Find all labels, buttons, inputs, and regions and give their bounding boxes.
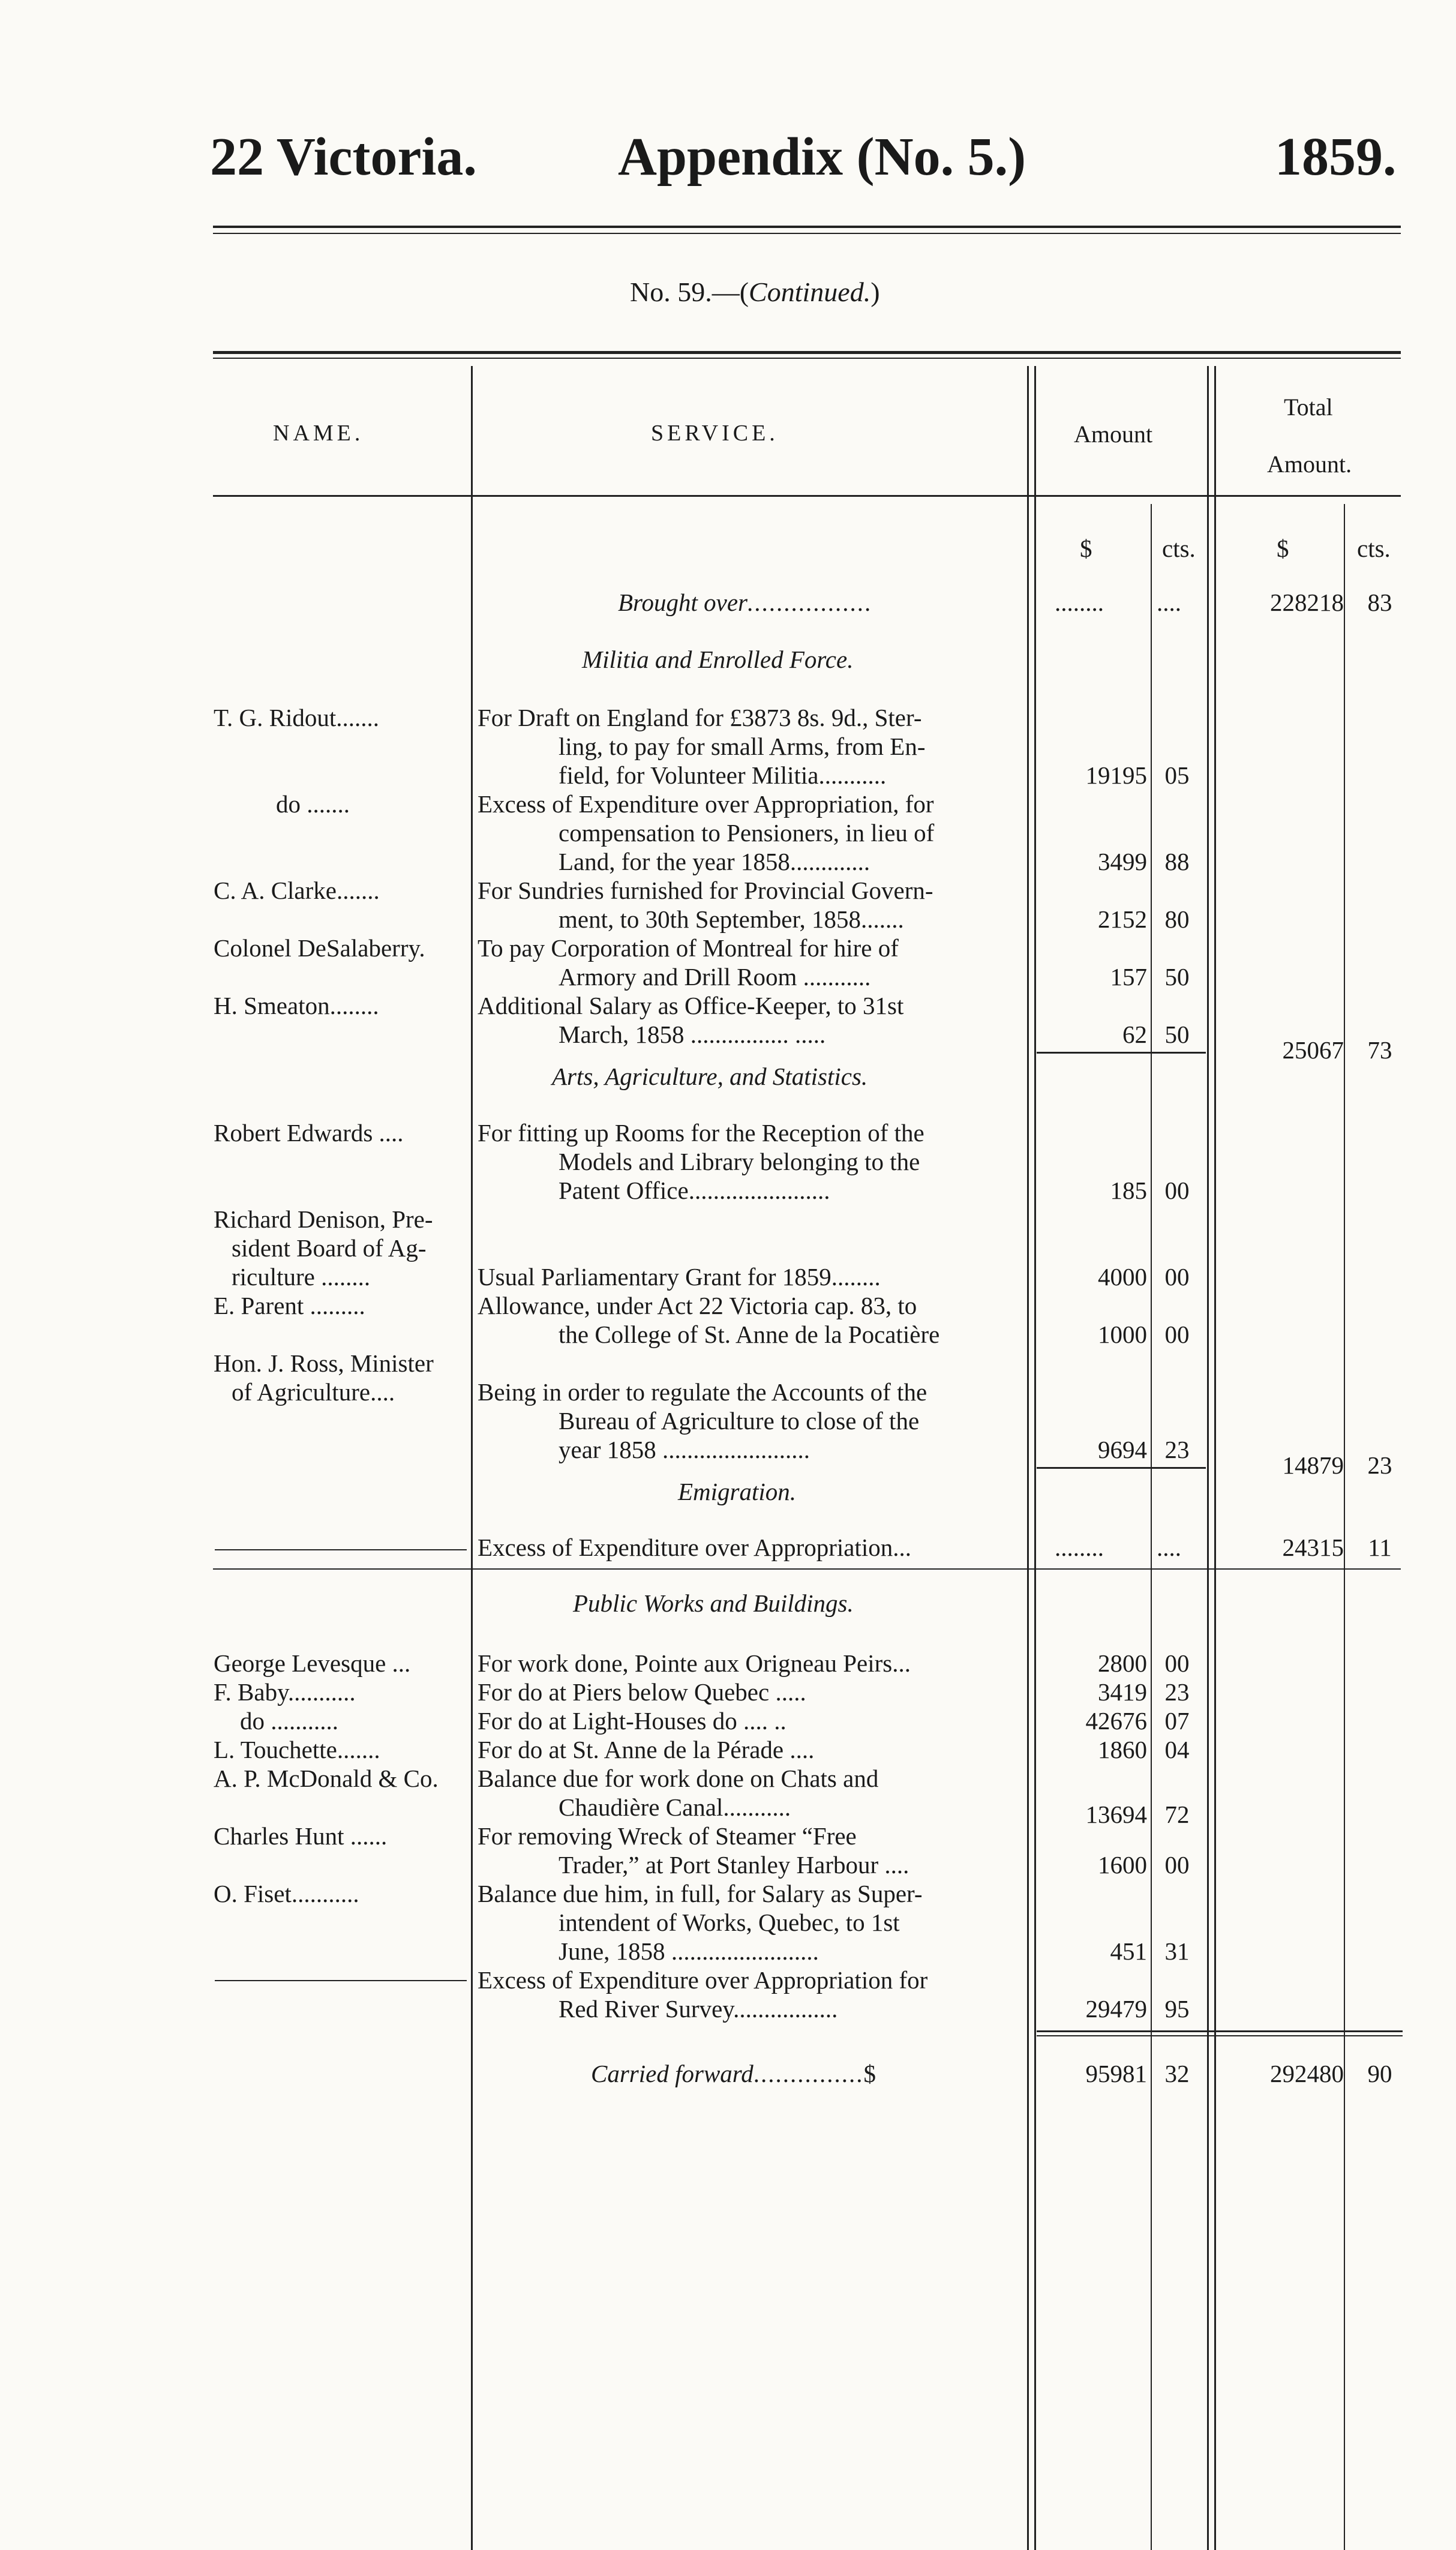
amount-cents: 50	[1164, 963, 1190, 991]
service-description: For fitting up Rooms for the Reception of the Models and Library belonging to the Patent Office.......................	[478, 1119, 924, 1204]
amount-dollars: 9694	[1098, 1436, 1147, 1463]
amount-cents: 00	[1164, 1263, 1190, 1291]
payee-name: C. A. Clarke.......	[214, 877, 380, 904]
column-divider	[1151, 504, 1152, 2550]
amount-dollars: 13694	[1085, 1801, 1147, 1828]
service-description: Balance due him, in full, for Salary as Super- intendent of Works, Quebec, to 1st June, 1858 ........................	[478, 1880, 923, 1965]
service-description: For removing Wreck of Steamer “Free Trader,” at Port Stanley Harbour ....	[478, 1822, 909, 1879]
amount-cents: 00	[1164, 1649, 1190, 1677]
amount-cents: 95	[1164, 1995, 1190, 2023]
service-description: Excess of Expenditure over Appropriation, for compensation to Pensioners, in lieu of Land, for the year 1858.............	[478, 790, 935, 875]
payee-name: T. G. Ridout.......	[214, 704, 379, 731]
section-heading-arts: Arts, Agriculture, and Statistics.	[552, 1063, 868, 1090]
column-header-name: NAME.	[273, 421, 364, 446]
service-description: For do at St. Anne de la Pérade ....	[478, 1736, 815, 1763]
amount-dollars: 185	[1110, 1177, 1147, 1204]
running-head-title: Appendix (No. 5.)	[618, 127, 1026, 187]
column-divider	[1207, 366, 1209, 2550]
column-divider	[1027, 366, 1029, 2550]
header-rule-bottom	[213, 233, 1401, 234]
payee-name: L. Touchette.......	[214, 1736, 380, 1763]
brought-over-total-dollars: 228218	[1270, 589, 1344, 616]
brought-over-cents-dots: ....	[1157, 589, 1181, 616]
section-divider-rule	[213, 1568, 1401, 1570]
section-heading-public-works: Public Works and Buildings.	[573, 1589, 854, 1617]
amount-dollars: 1000	[1098, 1321, 1147, 1348]
amount-dollars: 157	[1110, 963, 1147, 991]
service-description: For do at Piers below Quebec .....	[478, 1678, 806, 1706]
payee-name: Richard Denison, Pre- sident Board of Ag- riculture ........	[214, 1205, 433, 1291]
amount-dollars: 2152	[1098, 905, 1147, 933]
amount-cents: 04	[1164, 1736, 1190, 1763]
section-total-dollars: 25067	[1282, 1036, 1344, 1064]
carried-forward-total-dollars: 292480	[1270, 2060, 1344, 2087]
amount-dollars: 62	[1122, 1021, 1147, 1048]
service-description: Usual Parliamentary Grant for 1859........	[478, 1263, 881, 1291]
payee-name: F. Baby...........	[214, 1678, 356, 1706]
amount-cents: 88	[1164, 848, 1190, 875]
service-description: To pay Corporation of Montreal for hire of Armory and Drill Room ...........	[478, 934, 899, 991]
amount-cents: 00	[1164, 1321, 1190, 1348]
carried-forward-rule-thin	[1037, 2035, 1403, 2036]
payee-name: Colonel DeSalaberry.	[214, 934, 425, 962]
total-cents-header: cts.	[1357, 535, 1391, 562]
amount-dollars: 2800	[1098, 1649, 1147, 1677]
amount-dollar-header: $	[1080, 535, 1092, 562]
carried-forward-label: Carried forward...............$	[591, 2060, 877, 2087]
amount-cents: 07	[1164, 1707, 1190, 1735]
running-head-session: 22 Victoria.	[210, 127, 477, 187]
amount-cents: 00	[1164, 1177, 1190, 1204]
column-header-total: Total	[1284, 394, 1333, 421]
section-total-cents: 73	[1367, 1036, 1392, 1064]
column-header-amount: Amount	[1074, 421, 1153, 448]
payee-name: Hon. J. Ross, Minister of Agriculture....	[214, 1349, 434, 1406]
payee-name: E. Parent .........	[214, 1292, 365, 1319]
table-top-rule	[213, 351, 1401, 354]
service-description: Being in order to regulate the Accounts of the Bureau of Agriculture to close of the year 1858 ........................	[478, 1378, 927, 1463]
amount-cents: 00	[1164, 1851, 1190, 1879]
service-description: Excess of Expenditure over Appropriation...	[478, 1534, 912, 1561]
service-description: Additional Salary as Office-Keeper, to 31st March, 1858 ................ .....	[478, 992, 904, 1048]
amount-dollars: 1860	[1098, 1736, 1147, 1763]
amount-dollars: 3499	[1098, 848, 1147, 875]
column-divider	[1344, 504, 1345, 2550]
amount-cents: 23	[1164, 1436, 1190, 1463]
payee-name: O. Fiset...........	[214, 1880, 359, 1907]
carried-forward-amount-cents: 32	[1164, 2060, 1190, 2087]
carried-forward-amount-dollars: 95981	[1085, 2060, 1147, 2087]
amount-cents: 31	[1164, 1937, 1190, 1965]
service-description: Allowance, under Act 22 Victoria cap. 83, to the College of St. Anne de la Pocatière	[478, 1292, 940, 1348]
brought-over-total-cents: 83	[1367, 589, 1392, 616]
header-rule-top	[213, 226, 1401, 228]
payee-name: H. Smeaton........	[214, 992, 379, 1019]
subtotal-rule	[1037, 1052, 1206, 1054]
service-description: Excess of Expenditure over Appropriation for Red River Survey.................	[478, 1966, 928, 2023]
payee-name: do .......	[276, 790, 350, 818]
section-heading-militia: Militia and Enrolled Force.	[582, 646, 854, 673]
column-header-total-amount: Amount.	[1267, 451, 1352, 478]
document-subtitle: No. 59.—(Continued.)	[630, 277, 880, 307]
amount-dollars: 19195	[1085, 761, 1147, 789]
brought-over-label: Brought over.................	[618, 589, 873, 616]
subtotal-rule	[1037, 1467, 1206, 1469]
payee-name: A. P. McDonald & Co.	[214, 1765, 439, 1792]
column-divider	[1034, 366, 1036, 2550]
section-total-dollars: 24315	[1282, 1534, 1344, 1561]
payee-name: do ...........	[240, 1707, 338, 1735]
amount-dollars: 29479	[1085, 1995, 1147, 2023]
section-total-dollars: 14879	[1282, 1451, 1344, 1479]
carried-forward-total-cents: 90	[1367, 2060, 1392, 2087]
column-divider	[1214, 366, 1216, 2550]
column-divider	[471, 366, 473, 2550]
column-header-service: SERVICE.	[651, 421, 779, 446]
amount-cents: 50	[1164, 1021, 1190, 1048]
amount-cents: 05	[1164, 761, 1190, 789]
section-total-cents: 11	[1368, 1534, 1392, 1561]
payee-name: George Levesque ...	[214, 1649, 411, 1677]
amount-cents: 80	[1164, 905, 1190, 933]
payee-name: Robert Edwards ....	[214, 1119, 404, 1147]
service-description: For Sundries furnished for Provincial Govern- ment, to 30th September, 1858.......	[478, 877, 933, 933]
section-heading-emigration: Emigration.	[678, 1478, 797, 1505]
section-total-cents: 23	[1367, 1451, 1392, 1479]
amount-dollars: 4000	[1098, 1263, 1147, 1291]
amount-cents: 72	[1164, 1801, 1190, 1828]
amount-dots: ........	[1055, 1534, 1104, 1561]
cents-dots: ....	[1157, 1534, 1181, 1561]
amount-dollars: 451	[1110, 1937, 1147, 1965]
payee-name: Charles Hunt ......	[214, 1822, 388, 1850]
carried-forward-rule	[1037, 2030, 1403, 2032]
amount-cents-header: cts.	[1162, 535, 1196, 562]
service-description: Balance due for work done on Chats and Chaudière Canal...........	[478, 1765, 879, 1821]
amount-dollars: 42676	[1085, 1707, 1147, 1735]
service-description: For work done, Pointe aux Origneau Peirs...	[478, 1649, 911, 1677]
blank-name-dash	[215, 1980, 467, 1981]
table-header-rule	[213, 495, 1401, 497]
service-description: For do at Light-Houses do .... ..	[478, 1707, 786, 1735]
running-head-year: 1859.	[1275, 127, 1397, 187]
service-description: For Draft on England for £3873 8s. 9d., Ster- ling, to pay for small Arms, from En- field, for Volunteer Militia...........	[478, 704, 926, 789]
total-dollar-header: $	[1277, 535, 1289, 562]
amount-dollars: 3419	[1098, 1678, 1147, 1706]
amount-cents: 23	[1164, 1678, 1190, 1706]
blank-name-dash	[215, 1549, 467, 1550]
amount-dollars: 1600	[1098, 1851, 1147, 1879]
brought-over-amount-dots: ........	[1055, 589, 1104, 616]
table-top-rule-thin	[213, 358, 1401, 359]
